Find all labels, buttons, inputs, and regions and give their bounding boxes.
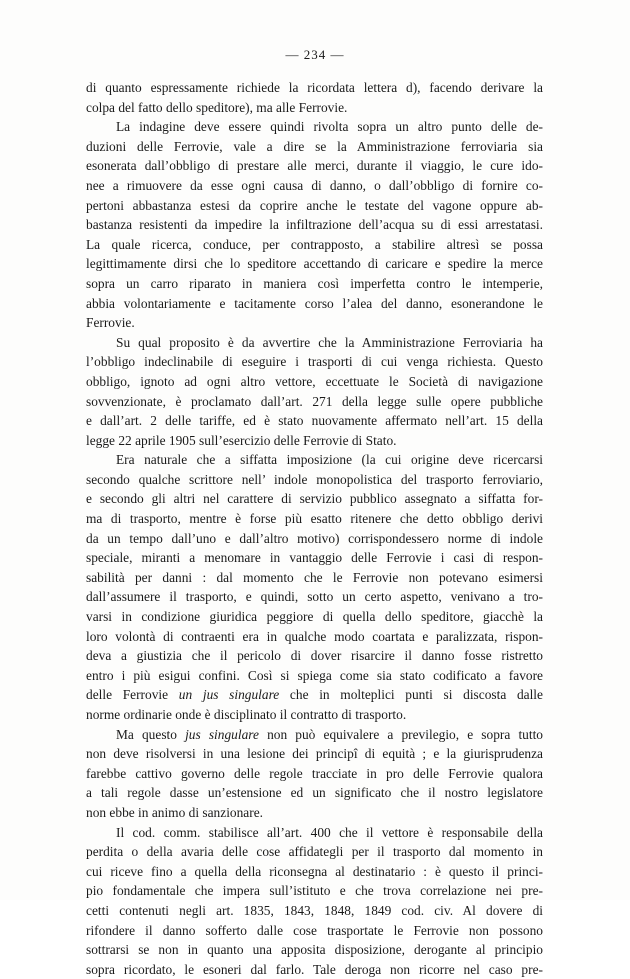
text-line: Era naturale che a siffatta imposizione (la cui origine deve ricercarsi <box>116 452 543 468</box>
text-line: sovvenzionate, è proclamato dall’art. 271 della legge sulle opere pubbliche <box>86 393 543 409</box>
text-line: non deve risolversi in una lesione dei principî di equità ; e la giurisprudenza <box>86 746 543 762</box>
text-line: bastanza resistenti da impedire la infiltrazione dell’acqua su di essi arrestatasi. <box>86 217 543 233</box>
text-line: legittimamente dirsi che lo speditore accettando di caricare e spedire la merce <box>86 256 543 272</box>
text-line: pertoni abbastanza estesi da coprire anche le testate del vagone oppure ab- <box>86 197 543 213</box>
page-number: — 234 — <box>285 47 345 62</box>
text-line: legge 22 aprile 1905 sull’esercizio delle Ferrovie di Stato. <box>86 432 397 448</box>
text-line: norme ordinarie onde è disciplinato il contratto di trasporto. <box>86 707 407 722</box>
text-line <box>86 685 543 705</box>
text-line: La quale ricerca, conduce, per contrapposto, a stabilire altresì se possa <box>86 236 543 252</box>
text-line: loro volontà di contraenti era in qualche modo coartata e paralizzata, rispon- <box>86 628 543 644</box>
text-line: sottrarsi se non in quanto una apposita disposizione, derogante al principio <box>86 942 543 958</box>
text-line: esonerata dall’obbligo di prestare alle merci, durante il viaggio, le cure ido- <box>86 158 543 174</box>
body-text <box>86 78 543 979</box>
text-line: varsi in condizione giuridica peggiore di quella dello speditore, giacchè la <box>86 609 543 625</box>
text-line: abbia volontariamente e tacitamente corso l’alea del danno, esonerandone le <box>86 295 543 311</box>
text-line: farebbe cattivo governo delle regole tracciate in pro delle Ferrovie qualora <box>86 765 543 781</box>
text-fragment: delle Ferrovie <box>86 687 179 703</box>
text-line: cui riceve fino a quella della riconsegna al destinatario : è questo il princi- <box>86 863 543 879</box>
text-line: non ebbe in animo di sanzionare. <box>86 804 264 820</box>
text-line: obbligo, ignoto ad ogni altro vettore, eccettuate le Società di navigazione <box>86 373 543 389</box>
text-line: sopra ricordato, le esoneri dal farlo. Tale deroga non ricorre nel caso pre- <box>86 961 543 977</box>
text-line <box>86 725 543 745</box>
text-line: Su qual proposito è da avvertire che la Amministrazione Ferroviaria ha <box>116 334 543 350</box>
text-line: rifondere il danno sofferto dalle cose trasportate le Ferrovie non possono <box>86 922 543 938</box>
text-line: entro i più esigui confini. Così si spiega come sia stato codificato a favore <box>86 667 543 683</box>
text-line: pio fondamentale che impera sull’istituto e che trova correlazione nei pre- <box>86 883 543 899</box>
text-line: ma di trasporto, mentre è forse più esatto ritenere che detto obbligo derivi <box>86 511 543 527</box>
text-line: deva a giustizia che il pericolo di dover risarcire il danno fosse ristretto <box>86 648 543 664</box>
text-line: colpa del fatto dello speditore), ma alle Ferrovie. <box>86 99 348 115</box>
text-line: duzioni delle Ferrovie, vale a dire se la Amministrazione ferroviaria sia <box>86 138 543 154</box>
text-line: l’obbligo indeclinabile di eseguire i trasporti di cui venga richiesta. Questo <box>86 354 543 370</box>
text-line: Ferrovie. <box>86 315 135 331</box>
text-line: cetti contenuti negli art. 1835, 1843, 1848, 1849 cod. civ. Al dovere di <box>86 902 543 918</box>
text-line: La indagine deve essere quindi rivolta sopra un altro punto delle de- <box>116 119 543 135</box>
text-line: di quanto espressamente richiede la ricordata lettera d), facendo derivare la <box>86 80 543 95</box>
text-fragment: Ma questo <box>116 726 186 742</box>
text-line: e dall’art. 2 delle tariffe, ed è stato nuovamente affermato nell’art. 15 della <box>86 413 543 429</box>
text-line: da un tempo dall’uno e dall’altro motivo) corrispondessero norme di indole <box>86 530 543 546</box>
italic-latin-term: un jus singulare <box>178 687 280 703</box>
text-line: a tali regole dasse un’estensione ed un significato che il nostro legislatore <box>86 785 543 801</box>
text-line: sopra un carro riparato in maniera così imperfetta contro le intemperie, <box>86 275 543 291</box>
text-line: speciale, miranti a menomare in vantaggio delle Ferrovie i casi di respon- <box>86 550 543 566</box>
text-line: perdita o della avaria delle cose affidategli per il trasporto dal momento in <box>86 844 543 860</box>
text-line: e secondo gli altri nel carattere di servizio pubblico assegnato a siffatta for- <box>86 491 543 507</box>
text-fragment: non può equivalere a previlegio, e sopra tutto <box>258 726 543 742</box>
text-line: secondo qualche scrittore nell’ indole monopolistica del trasporto ferroviario, <box>86 471 543 487</box>
text-fragment: che in molteplici punti si discosta dalle <box>279 687 543 703</box>
text-line: nee a rimuovere da esse ogni causa di danno, o dall’obbligo di fornire co- <box>86 177 543 193</box>
italic-latin-term: jus singulare <box>185 726 259 742</box>
text-line: Il cod. comm. stabilisce all’art. 400 che il vettore è responsabile della <box>116 824 543 840</box>
text-line: sabilità per danni : dal momento che le Ferrovie non potevano esimersi <box>86 569 543 585</box>
text-line: dall’assumere il trasporto, e quindi, sotto un certo aspetto, venivano a tro- <box>86 589 543 605</box>
